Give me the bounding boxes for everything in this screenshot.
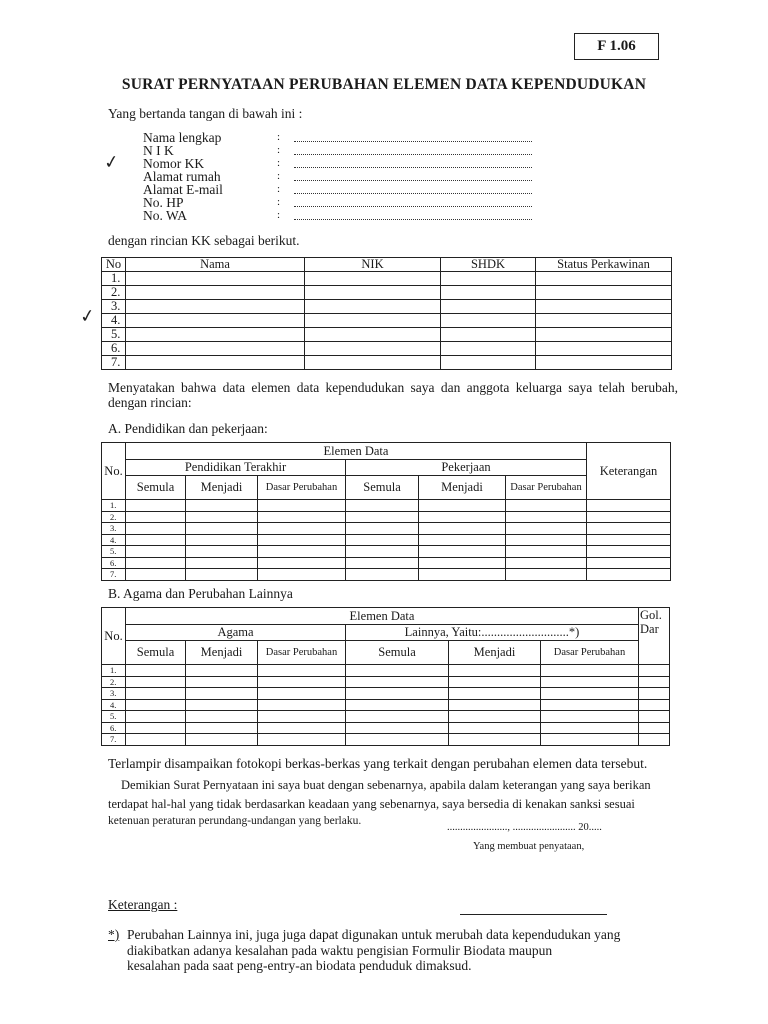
note-marker: *): [108, 927, 120, 942]
table-cell[interactable]: [541, 722, 639, 734]
table-cell[interactable]: [541, 676, 639, 688]
table-cell[interactable]: [126, 699, 186, 711]
table-cell[interactable]: [346, 711, 449, 723]
row-number: 3.: [102, 300, 126, 314]
table-cell[interactable]: [126, 665, 186, 677]
col-header-menjadi: Menjadi: [449, 641, 541, 665]
field-label-nik: N I K: [143, 143, 174, 158]
table-cell[interactable]: [305, 356, 441, 370]
table-cell[interactable]: [305, 328, 441, 342]
table-cell[interactable]: [186, 722, 258, 734]
note-title: Keterangan :: [108, 897, 178, 912]
table-row: [102, 676, 670, 688]
group-header-elemen-data: Elemen Data: [126, 608, 639, 625]
col-header-gol-dar: Gol. Dar: [639, 608, 670, 665]
section-b-title: B. Agama dan Perubahan Lainnya: [108, 586, 293, 601]
table-cell[interactable]: [449, 722, 541, 734]
table-cell[interactable]: [419, 500, 506, 512]
field-colon: :: [277, 144, 281, 156]
kk-intro-text: dengan rincian KK sebagai berikut.: [108, 233, 300, 248]
table-cell[interactable]: [126, 722, 186, 734]
table-cell[interactable]: [126, 314, 305, 328]
field-hp-input[interactable]: [294, 196, 532, 207]
table-row: [102, 569, 671, 581]
table-cell[interactable]: [587, 569, 671, 581]
col-header-no: No.: [102, 608, 126, 665]
table-cell[interactable]: [506, 557, 587, 569]
table-row: [102, 342, 672, 356]
check-mark-icon: ✓: [102, 151, 121, 173]
table-cell[interactable]: [541, 711, 639, 723]
table-cell[interactable]: [346, 546, 419, 558]
field-nik-input[interactable]: [294, 144, 532, 155]
table-cell[interactable]: [258, 665, 346, 677]
table-row: [102, 734, 670, 746]
row-number: 5.: [102, 328, 126, 342]
table-row: [102, 314, 672, 328]
table-row: [102, 356, 672, 370]
table-cell[interactable]: [305, 286, 441, 300]
subheader-lainnya: Lainnya, Yaitu:............................*): [346, 625, 639, 641]
table-cell[interactable]: [506, 500, 587, 512]
col-header-no: No.: [102, 443, 126, 500]
row-number: 3.: [102, 688, 126, 700]
note-line-2: diakibatkan adanya kesalahan pada waktu pengisian Formulir Biodata maupun: [127, 943, 553, 958]
field-label-email: Alamat E-mail: [143, 182, 223, 197]
table-row: [102, 328, 672, 342]
table-cell[interactable]: [639, 734, 670, 746]
row-number: 1.: [102, 500, 126, 512]
table-row: [102, 500, 671, 512]
col-header-menjadi: Menjadi: [186, 641, 258, 665]
table-cell[interactable]: [186, 511, 258, 523]
table-cell[interactable]: [346, 500, 419, 512]
table-cell[interactable]: [639, 688, 670, 700]
row-number: 2.: [102, 286, 126, 300]
table-cell[interactable]: [126, 569, 186, 581]
table-cell[interactable]: [126, 300, 305, 314]
table-cell[interactable]: [506, 569, 587, 581]
table-row: [102, 286, 672, 300]
table-cell[interactable]: [449, 665, 541, 677]
col-header-nik: NIK: [305, 258, 441, 272]
table-cell[interactable]: [441, 300, 536, 314]
kk-table-header: [102, 258, 672, 272]
field-label-nomor-kk: Nomor KK: [143, 156, 205, 171]
attached-text: Terlampir disampaikan fotokopi berkas-berkas yang terkait dengan perubahan elemen data tersebut.: [108, 756, 648, 771]
table-cell[interactable]: [639, 722, 670, 734]
table-cell[interactable]: [587, 546, 671, 558]
table-cell[interactable]: [541, 734, 639, 746]
table-cell[interactable]: [186, 523, 258, 535]
table-cell[interactable]: [258, 688, 346, 700]
statement-text: Menyatakan bahwa data elemen data kependudukan saya dan anggota keluarga saya telah berubah, dengan rincian:: [108, 380, 678, 410]
table-cell[interactable]: [587, 534, 671, 546]
table-cell[interactable]: [449, 711, 541, 723]
table-cell[interactable]: [186, 699, 258, 711]
table-cell[interactable]: [346, 665, 449, 677]
table-cell[interactable]: [441, 314, 536, 328]
col-header-dasar-perubahan: Dasar Perubahan: [258, 476, 346, 500]
col-header-status-perkawinan: Status Perkawinan: [536, 258, 672, 272]
table-row: [102, 711, 670, 723]
table-cell[interactable]: [126, 688, 186, 700]
table-cell[interactable]: [506, 546, 587, 558]
table-cell[interactable]: [258, 711, 346, 723]
table-cell[interactable]: [126, 523, 186, 535]
table-row: [102, 665, 670, 677]
table-cell[interactable]: [126, 328, 305, 342]
table-cell[interactable]: [419, 523, 506, 535]
table-cell[interactable]: [419, 511, 506, 523]
table-cell[interactable]: [536, 342, 672, 356]
table-cell[interactable]: [126, 356, 305, 370]
col-header-menjadi: Menjadi: [186, 476, 258, 500]
table-cell[interactable]: [506, 534, 587, 546]
table-cell[interactable]: [258, 557, 346, 569]
table-cell[interactable]: [587, 511, 671, 523]
table-cell[interactable]: [186, 500, 258, 512]
table-cell[interactable]: [126, 734, 186, 746]
table-row: [102, 300, 672, 314]
table-cell[interactable]: [419, 546, 506, 558]
table-cell[interactable]: [587, 500, 671, 512]
col-header-no: No: [102, 258, 126, 272]
table-cell[interactable]: [441, 272, 536, 286]
table-cell[interactable]: [541, 665, 639, 677]
row-number: 3.: [102, 523, 126, 535]
table-cell[interactable]: [258, 500, 346, 512]
table-cell[interactable]: [506, 511, 587, 523]
table-cell[interactable]: [506, 523, 587, 535]
section-a-title: A. Pendidikan dan pekerjaan:: [108, 421, 268, 436]
field-label-hp: No. HP: [143, 195, 184, 210]
table-cell[interactable]: [346, 557, 419, 569]
col-header-shdk: SHDK: [441, 258, 536, 272]
row-number: 5.: [102, 711, 126, 723]
table-cell[interactable]: [305, 342, 441, 356]
table-cell[interactable]: [449, 699, 541, 711]
table-row: [102, 557, 671, 569]
table-cell[interactable]: [258, 569, 346, 581]
field-email-input[interactable]: [294, 183, 532, 194]
table-cell[interactable]: [419, 557, 506, 569]
check-mark-icon: ✓: [78, 305, 97, 327]
field-nomor-kk-input[interactable]: [294, 157, 532, 168]
table-cell[interactable]: [258, 699, 346, 711]
table-cell[interactable]: [258, 546, 346, 558]
field-label-alamat-rumah: Alamat rumah: [143, 169, 221, 184]
table-cell[interactable]: [186, 711, 258, 723]
field-nama-input[interactable]: [294, 131, 532, 142]
table-cell[interactable]: [639, 665, 670, 677]
table-cell[interactable]: [186, 734, 258, 746]
field-colon: :: [277, 170, 281, 182]
row-number: 7.: [102, 569, 126, 581]
table-cell[interactable]: [441, 328, 536, 342]
table-cell[interactable]: [536, 356, 672, 370]
subheader-agama: Agama: [126, 625, 346, 641]
col-header-semula: Semula: [346, 641, 449, 665]
table-row: [102, 722, 670, 734]
table-cell[interactable]: [346, 699, 449, 711]
table-row: [102, 546, 671, 558]
table-cell[interactable]: [186, 546, 258, 558]
table-cell[interactable]: [346, 734, 449, 746]
field-colon: :: [277, 196, 281, 208]
table-cell[interactable]: [536, 328, 672, 342]
row-number: 7.: [102, 734, 126, 746]
declaration-line-3: ketenuan peraturan perundang-undangan yang berlaku.: [108, 815, 362, 827]
table-cell[interactable]: [258, 511, 346, 523]
row-number: 6.: [102, 342, 126, 356]
row-number: 4.: [102, 534, 126, 546]
table-cell[interactable]: [449, 688, 541, 700]
table-cell[interactable]: [186, 557, 258, 569]
section-b-table: [101, 607, 670, 746]
table-cell[interactable]: [346, 688, 449, 700]
field-label-wa: No. WA: [143, 208, 188, 223]
row-number: 2.: [102, 511, 126, 523]
declaration-line-1: Demikian Surat Pernyataan ini saya buat dengan sebenarnya, apabila dalam keterangan yang saya berikan: [121, 778, 651, 792]
table-row: [102, 272, 672, 286]
field-wa-input[interactable]: [294, 209, 532, 220]
row-number: 2.: [102, 676, 126, 688]
col-header-keterangan: Keterangan: [587, 443, 671, 500]
note-line-1: Perubahan Lainnya ini, juga juga dapat digunakan untuk merubah data kependudukan yang: [127, 927, 621, 942]
table-cell[interactable]: [258, 734, 346, 746]
table-cell[interactable]: [126, 500, 186, 512]
table-cell[interactable]: [305, 272, 441, 286]
table-cell[interactable]: [346, 676, 449, 688]
field-colon: :: [277, 209, 281, 221]
table-cell[interactable]: [441, 286, 536, 300]
table-cell[interactable]: [126, 511, 186, 523]
form-code: F 1.06: [574, 33, 659, 60]
table-cell[interactable]: [126, 676, 186, 688]
table-cell[interactable]: [186, 569, 258, 581]
group-header-elemen-data: Elemen Data: [126, 443, 587, 460]
table-cell[interactable]: [305, 300, 441, 314]
table-row: [102, 511, 671, 523]
table-cell[interactable]: [126, 546, 186, 558]
table-cell[interactable]: [587, 523, 671, 535]
table-cell[interactable]: [419, 569, 506, 581]
col-header-dasar-perubahan: Dasar Perubahan: [506, 476, 587, 500]
row-number: 6.: [102, 722, 126, 734]
table-cell[interactable]: [186, 688, 258, 700]
field-colon: :: [277, 157, 281, 169]
col-header-semula: Semula: [126, 641, 186, 665]
signature-line[interactable]: [460, 914, 607, 915]
table-cell[interactable]: [346, 722, 449, 734]
table-cell[interactable]: [536, 300, 672, 314]
col-header-semula: Semula: [126, 476, 186, 500]
signer-label: Yang membuat penyataan,: [473, 841, 585, 852]
table-cell[interactable]: [419, 534, 506, 546]
col-header-semula: Semula: [346, 476, 419, 500]
table-cell[interactable]: [346, 511, 419, 523]
table-cell[interactable]: [346, 569, 419, 581]
table-cell[interactable]: [186, 676, 258, 688]
col-header-menjadi: Menjadi: [419, 476, 506, 500]
table-cell[interactable]: [441, 356, 536, 370]
table-cell[interactable]: [541, 699, 639, 711]
subheader-pendidikan: Pendidikan Terakhir: [126, 460, 346, 476]
col-header-nama: Nama: [126, 258, 305, 272]
table-cell[interactable]: [639, 676, 670, 688]
field-label-nama: Nama lengkap: [143, 130, 222, 145]
field-colon: :: [277, 183, 281, 195]
declaration-line-2: terdapat hal-hal yang tidak berdasarkan keadaan yang sebenarnya, saya bersedia di kenakan sanksi sesuai: [108, 797, 635, 811]
table-cell[interactable]: [449, 734, 541, 746]
table-cell[interactable]: [258, 534, 346, 546]
table-cell[interactable]: [536, 314, 672, 328]
table-cell[interactable]: [126, 342, 305, 356]
table-cell[interactable]: [126, 272, 305, 286]
table-cell[interactable]: [449, 676, 541, 688]
table-row: [102, 534, 671, 546]
table-cell[interactable]: [536, 272, 672, 286]
table-cell[interactable]: [126, 534, 186, 546]
table-cell[interactable]: [126, 286, 305, 300]
section-a-table: [101, 442, 671, 581]
table-cell[interactable]: [258, 523, 346, 535]
table-cell[interactable]: [639, 711, 670, 723]
table-cell[interactable]: [346, 534, 419, 546]
table-cell[interactable]: [258, 722, 346, 734]
kk-table: [101, 257, 672, 370]
table-row: [102, 688, 670, 700]
place-date-field[interactable]: ......................., ........................ 20.....: [447, 822, 602, 833]
table-cell[interactable]: [587, 557, 671, 569]
table-cell[interactable]: [258, 676, 346, 688]
intro-text: Yang bertanda tangan di bawah ini :: [108, 106, 303, 121]
table-cell[interactable]: [126, 711, 186, 723]
table-cell[interactable]: [186, 534, 258, 546]
row-number: 1.: [102, 272, 126, 286]
table-cell[interactable]: [126, 557, 186, 569]
row-number: 4.: [102, 314, 126, 328]
document-title: SURAT PERNYATAAN PERUBAHAN ELEMEN DATA KEPENDUDUKAN: [121, 76, 647, 93]
table-cell[interactable]: [541, 688, 639, 700]
table-cell[interactable]: [186, 665, 258, 677]
table-row: [102, 699, 670, 711]
row-number: 1.: [102, 665, 126, 677]
col-header-dasar-perubahan: Dasar Perubahan: [541, 641, 639, 665]
note-line-3: kesalahan pada saat peng-entry-an biodata penduduk dimaksud.: [127, 958, 472, 973]
row-number: 4.: [102, 699, 126, 711]
row-number: 5.: [102, 546, 126, 558]
table-cell[interactable]: [441, 342, 536, 356]
col-header-dasar-perubahan: Dasar Perubahan: [258, 641, 346, 665]
row-number: 7.: [102, 356, 126, 370]
table-cell[interactable]: [639, 699, 670, 711]
row-number: 6.: [102, 557, 126, 569]
field-colon: :: [277, 131, 281, 143]
field-alamat-rumah-input[interactable]: [294, 170, 532, 181]
table-cell[interactable]: [346, 523, 419, 535]
table-cell[interactable]: [305, 314, 441, 328]
table-cell[interactable]: [536, 286, 672, 300]
subheader-pekerjaan: Pekerjaan: [346, 460, 587, 476]
table-row: [102, 523, 671, 535]
